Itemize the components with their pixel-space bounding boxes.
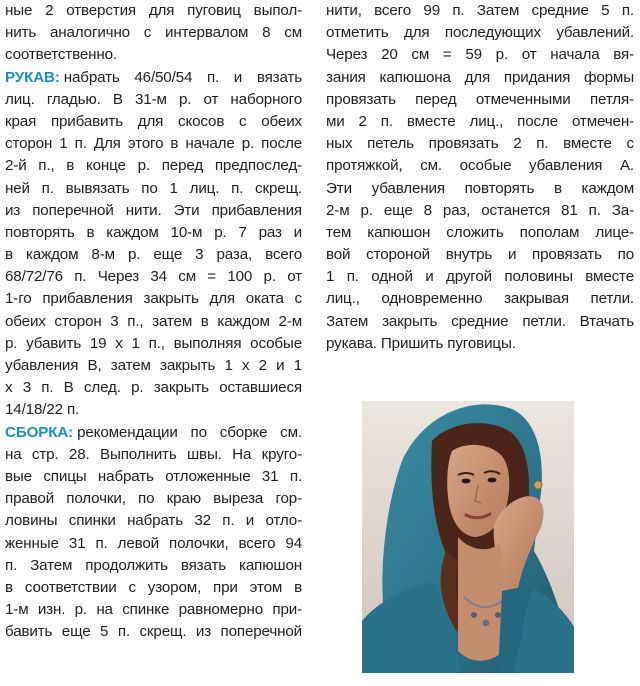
text-line [5, 288, 302, 310]
line-text: протяжкой, см. особые убавления А. [326, 157, 634, 175]
text-line [5, 577, 302, 599]
line-text: края прибавить для скосов с обеих [5, 112, 302, 130]
line-text: 14/18/22 п. [5, 401, 80, 419]
text-line [5, 466, 302, 488]
line-text: Эти убавления повторять в каждом [326, 179, 634, 197]
line-text: ней п. вывязать по 1 лиц. п. скрещ. [5, 179, 302, 197]
line-text: набрать 46/50/54 п. и вязать [63, 68, 302, 86]
line-text: нити, всего 99 п. Затем средние 5 п. [326, 2, 634, 19]
text-line [5, 111, 302, 133]
line-text: р. убавить 19 х 1 п., выполняя особые [5, 334, 302, 352]
line-text: 68/72/76 п. Через 34 см = 100 р. от [5, 268, 302, 286]
text-line [5, 377, 302, 399]
text-line [326, 67, 634, 89]
text-line [5, 599, 302, 621]
left-text-column [5, 0, 302, 643]
text-line [5, 222, 302, 244]
text-line [326, 288, 634, 310]
text-line [326, 266, 634, 288]
text-line [5, 555, 302, 577]
text-line [326, 44, 634, 66]
line-text: нить аналогично с интервалом 8 см [5, 24, 302, 42]
text-line [5, 22, 302, 44]
section-heading: РУКАВ: [5, 68, 60, 86]
text-line [5, 311, 302, 333]
line-text: 2-м р. еще 8 раз, останется 81 п. За- [326, 201, 634, 219]
line-text: в каждом 8-м р. еще 3 раза, всего [5, 246, 302, 264]
text-line [326, 111, 634, 133]
text-line [5, 399, 302, 421]
line-text: отметить для последующих убавлений. [326, 24, 634, 42]
line-text: из поперечной нити. Эти прибавления [5, 201, 302, 219]
text-line [5, 155, 302, 177]
text-line [326, 244, 634, 266]
line-text: ные 2 отверстия для пуговиц выпол- [5, 2, 302, 19]
text-line [5, 510, 302, 532]
text-line [5, 444, 302, 466]
text-line [5, 621, 302, 643]
line-text: правой полочки, по краю выреза гор- [5, 490, 302, 508]
line-text: вые спицы набрать отложенные 31 п. [5, 467, 302, 485]
line-text: ных петель провязать 2 п. вместе с [326, 135, 634, 153]
text-line [5, 178, 302, 200]
text-line [5, 488, 302, 510]
line-text: соответственно. [5, 46, 117, 64]
line-text: в соответствии с узором, при этом в [5, 578, 302, 596]
line-text: х 3 п. В след. р. закрыть оставшиеся [5, 379, 302, 397]
text-line [5, 200, 302, 222]
text-line [326, 311, 634, 333]
text-line [326, 0, 634, 22]
woman-in-hooded-cardigan-image [362, 401, 574, 673]
text-line [5, 89, 302, 111]
text-line [5, 44, 302, 66]
text-line [326, 155, 634, 177]
line-text: вой стороной внутрь и провязать по [326, 246, 634, 264]
text-line [326, 333, 634, 355]
line-text: рукава. Пришить пуговицы. [326, 334, 516, 352]
text-line [5, 533, 302, 555]
line-text: на стр. 28. Выполнить швы. На круго- [5, 445, 302, 463]
line-text: женные 31 п. левой полочки, всего 94 [5, 534, 302, 552]
text-line [5, 244, 302, 266]
text-line [326, 22, 634, 44]
text-line [5, 133, 302, 155]
line-text: 2-й п., в конце р. перед предпослед- [5, 157, 302, 175]
text-line [5, 67, 302, 89]
line-text: ловины спинки набрать 32 п. и отло- [5, 512, 302, 530]
model-photo [362, 401, 574, 673]
line-text: тем капюшон сложить пополам лице- [326, 223, 634, 241]
line-text: 1 п. одной и другой половины вместе [326, 268, 634, 286]
line-text: 1-м изн. р. на спинке равномерно при- [5, 601, 302, 619]
text-line [326, 200, 634, 222]
text-line [5, 333, 302, 355]
line-text: п. Затем продолжить вязать капюшон [5, 556, 302, 574]
text-line [326, 222, 634, 244]
line-text: ми 2 п. вместе лиц., после отмечен- [326, 112, 634, 130]
line-text: Через 20 см = 59 р. от начала вя- [326, 46, 634, 64]
line-text: Затем закрыть средние петли. Втачать [326, 312, 634, 330]
text-line [5, 0, 302, 22]
line-text: убавления В, затем закрыть 1 х 2 и 1 [5, 357, 302, 374]
right-text-column [326, 0, 634, 355]
line-text: провязать перед отмеченными петля- [326, 90, 634, 108]
text-line [326, 178, 634, 200]
line-text: бавить еще 5 п. скрещ. из поперечной [5, 623, 302, 641]
line-text: зания капюшона для придания формы [326, 68, 634, 86]
line-text: лиц. гладью. В 31-м р. от наборного [5, 90, 302, 108]
text-line [5, 266, 302, 288]
text-line [326, 133, 634, 155]
text-line [5, 355, 302, 377]
line-text: повторять в каждом 10-м р. 7 раз и [5, 223, 302, 241]
line-text: сторон 1 п. Для этого в начале р. после [5, 135, 302, 153]
section-heading: СБОРКА: [5, 423, 74, 441]
line-text: рекомендации по сборке см. [77, 423, 302, 441]
text-line [5, 422, 302, 444]
text-line [326, 89, 634, 111]
line-text: обеих сторон 3 п., затем в каждом 2-м [5, 312, 302, 330]
line-text: лиц., одновременно закрывая петли. [326, 290, 634, 308]
line-text: 1-го прибавления закрыть для оката с [5, 290, 302, 308]
